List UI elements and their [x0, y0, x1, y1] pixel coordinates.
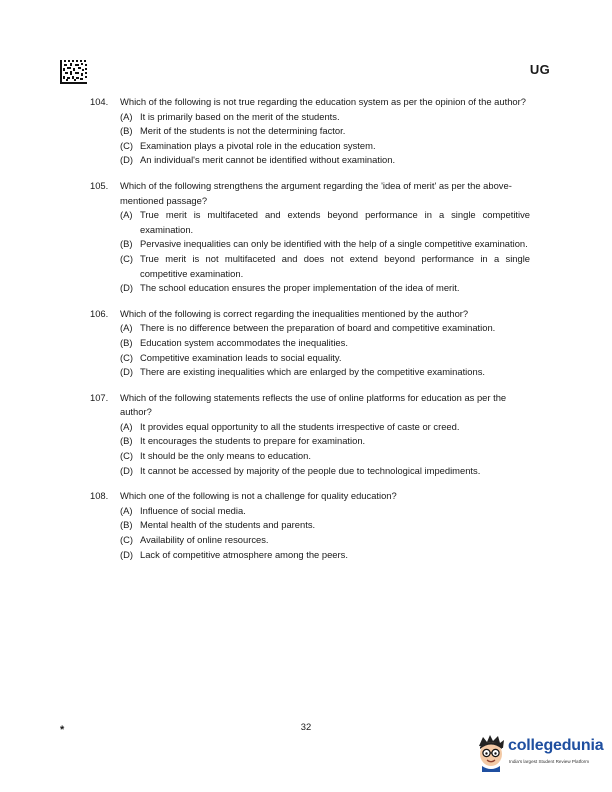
option-d [120, 365, 530, 380]
question-number: 107. [90, 391, 109, 403]
question-number: 105. [90, 179, 109, 191]
option-text: Lack of competitive atmosphere among the peers. [140, 548, 348, 560]
option-letter: (B) [120, 336, 133, 348]
footer-star: * [60, 724, 65, 736]
mascot-face-icon [475, 734, 507, 772]
option-letter: (B) [120, 125, 133, 137]
question-107 [90, 391, 530, 479]
logo-tagline: India's largest Student Review Platform [509, 759, 590, 764]
option-b [120, 237, 530, 252]
option-letter: (C) [120, 450, 134, 462]
options-list [120, 208, 530, 296]
option-letter: (A) [120, 110, 133, 122]
option-letter: (D) [120, 154, 134, 166]
option-text: It provides equal opportunity to all the students irrespective of caste or creed. [140, 420, 460, 432]
option-letter: (C) [120, 351, 134, 363]
option-text: It cannot be accessed by majority of the people due to technological impediments. [140, 464, 481, 476]
option-text: Pervasive inequalities can only be identified with the help of a single competitive examination. [140, 238, 528, 250]
option-text: The school education ensures the proper implementation of the idea of merit. [140, 282, 460, 294]
option-letter: (A) [120, 420, 133, 432]
option-a [120, 110, 530, 125]
option-letter: (D) [120, 282, 134, 294]
options-list [120, 110, 530, 168]
option-text: Examination plays a pivotal role in the education system. [140, 139, 376, 151]
options-list [120, 321, 530, 379]
booklet-code: UG [529, 62, 550, 77]
option-text: Competitive examination leads to social equality. [140, 351, 342, 363]
option-b [120, 336, 530, 351]
option-text: True merit is multifaceted and extends beyond performance in a single competitive examination. [140, 209, 530, 235]
option-letter: (D) [120, 464, 134, 476]
option-b [120, 518, 530, 533]
option-b [120, 434, 530, 449]
option-text: Mental health of the students and parents. [140, 519, 316, 531]
option-c [120, 449, 530, 464]
option-a [120, 321, 530, 336]
option-letter: (B) [120, 519, 133, 531]
logo-brand-name: collegedunia [508, 737, 604, 754]
question-104 [90, 95, 530, 168]
option-text: There are existing inequalities which are enlarged by the competitive examinations. [140, 366, 485, 378]
option-text: Education system accommodates the inequalities. [140, 336, 348, 348]
option-c [120, 533, 530, 548]
option-text: Influence of social media. [140, 504, 246, 516]
option-c [120, 351, 530, 366]
question-text: Which of the following is not true regarding the education system as per the opinion of the author? [120, 96, 526, 107]
page-number: 32 [300, 721, 312, 732]
option-letter: (B) [120, 435, 133, 447]
option-text: It should be the only means to education. [140, 450, 311, 462]
option-text: Availability of online resources. [140, 534, 269, 546]
option-text: It encourages the students to prepare for examination. [140, 435, 366, 447]
options-list [120, 420, 530, 478]
question-number: 106. [90, 307, 109, 319]
option-text: Merit of the students is not the determining factor. [140, 125, 346, 137]
option-letter: (B) [120, 238, 133, 250]
option-letter: (C) [120, 139, 134, 151]
question-list [90, 95, 530, 573]
option-a [120, 504, 530, 519]
question-text: Which of the following is correct regarding the inequalities mentioned by the author? [120, 307, 469, 319]
datamatrix-code-icon [60, 60, 87, 84]
options-list [120, 504, 530, 562]
option-letter: (A) [120, 322, 133, 334]
question-text: Which of the following strengthens the argument regarding the 'idea of merit' as per the above-mentioned passage? [120, 179, 512, 206]
option-c [120, 252, 530, 281]
option-a [120, 420, 530, 435]
option-c [120, 139, 530, 154]
question-text: Which one of the following is not a challenge for quality education? [120, 490, 397, 502]
question-106 [90, 307, 530, 380]
question-number: 108. [90, 490, 109, 502]
option-d [120, 153, 530, 168]
option-text: True merit is not multifaceted and does not extend beyond performance in a single competitive examination. [140, 252, 530, 279]
option-letter: (A) [120, 209, 133, 221]
option-a [120, 208, 530, 237]
question-105 [90, 179, 530, 296]
option-d [120, 548, 530, 563]
option-letter: (A) [120, 504, 133, 516]
option-text: An individual's merit cannot be identified without examination. [140, 154, 396, 166]
question-number: 104. [90, 96, 109, 107]
collegedunia-watermark [475, 734, 605, 774]
option-text: There is no difference between the preparation of board and competitive examination. [140, 322, 496, 334]
option-b [120, 124, 530, 139]
option-d [120, 464, 530, 479]
option-d [120, 281, 530, 296]
option-letter: (C) [120, 534, 134, 546]
option-letter: (D) [120, 366, 134, 378]
option-text: It is primarily based on the merit of the students. [140, 110, 340, 122]
option-letter: (D) [120, 548, 134, 560]
question-text: Which of the following statements reflects the use of online platforms for education as per the author? [120, 391, 507, 418]
option-letter: (C) [120, 252, 134, 264]
question-108 [90, 489, 530, 562]
